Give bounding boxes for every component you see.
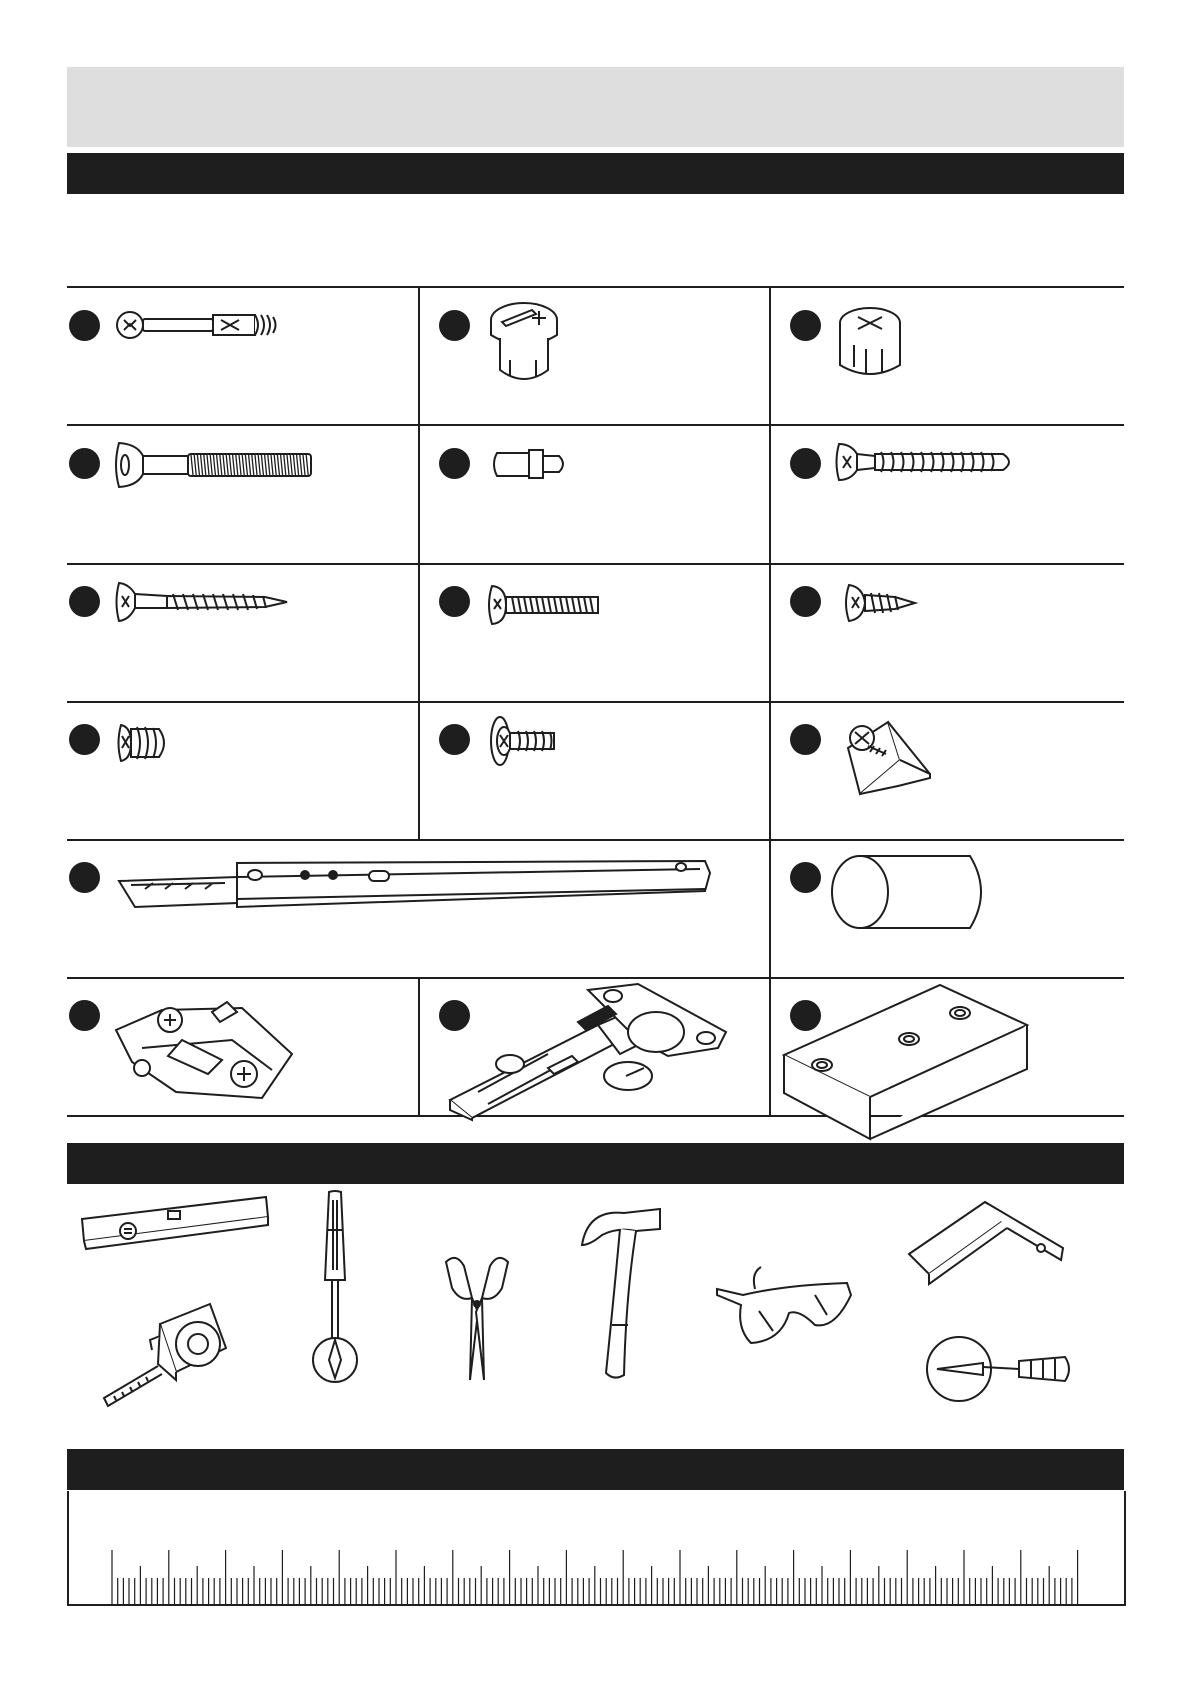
corner-block-with-screw-icon xyxy=(838,718,933,798)
bradawl-icon xyxy=(925,1335,1075,1405)
fitting-number-badge xyxy=(439,586,470,617)
tape-measure-icon xyxy=(100,1300,230,1410)
grid-divider xyxy=(769,286,771,1117)
grid-divider xyxy=(67,563,1124,565)
fitting-number-badge xyxy=(69,586,100,617)
header-band xyxy=(67,67,1124,147)
grid-divider xyxy=(418,977,420,1117)
concealed-hinge-icon xyxy=(448,980,738,1125)
cam-lock-large-icon xyxy=(488,300,568,390)
fitting-number-badge xyxy=(69,724,100,755)
scissors-icon xyxy=(442,1252,512,1384)
wood-screw-small-icon xyxy=(845,583,920,623)
cam-bolt-icon xyxy=(115,300,285,350)
fitting-number-badge xyxy=(790,862,821,893)
shelf-support-pin-icon xyxy=(493,448,573,480)
fitting-number-badge xyxy=(790,310,821,341)
fittings-section-bar xyxy=(67,153,1124,194)
grid-divider xyxy=(67,701,1124,703)
wood-screw-large-icon xyxy=(835,440,1020,485)
fitting-number-badge xyxy=(439,310,470,341)
wood-screw-medium-icon xyxy=(115,580,295,625)
fitting-number-badge xyxy=(69,862,100,893)
fitting-number-badge xyxy=(439,724,470,755)
fitting-number-badge xyxy=(439,448,470,479)
grid-divider xyxy=(418,286,420,841)
tools-section-bar xyxy=(67,1143,1124,1184)
hinge-mounting-plate-icon xyxy=(112,1000,312,1105)
fitting-number-badge xyxy=(69,310,100,341)
drilling-jig-block-icon xyxy=(782,983,1032,1143)
fitting-number-badge xyxy=(790,586,821,617)
ruler-section-bar xyxy=(67,1449,1124,1490)
euro-screw-icon xyxy=(117,723,177,763)
grid-divider xyxy=(67,839,1124,841)
fitting-number-badge xyxy=(790,448,821,479)
ruler-scale xyxy=(110,1548,1080,1606)
fitting-number-badge xyxy=(69,448,100,479)
wooden-dowel-icon xyxy=(830,852,995,932)
fitting-number-badge xyxy=(69,1000,100,1031)
spirit-level-icon xyxy=(80,1195,270,1255)
claw-hammer-icon xyxy=(578,1205,668,1385)
try-square-icon xyxy=(907,1198,1067,1288)
drawer-runner-icon xyxy=(115,855,715,915)
cross-head-screwdriver-icon xyxy=(305,1190,365,1390)
grid-divider xyxy=(67,286,1124,288)
intro-text xyxy=(67,210,1124,250)
grid-divider xyxy=(67,977,1124,979)
grid-divider xyxy=(67,424,1124,426)
cam-lock-small-icon xyxy=(838,305,908,385)
fitting-number-badge xyxy=(790,724,821,755)
safety-glasses-icon xyxy=(715,1265,855,1350)
flange-screw-icon xyxy=(490,715,560,770)
connector-bolt-icon xyxy=(115,440,325,490)
machine-screw-icon xyxy=(488,583,603,628)
